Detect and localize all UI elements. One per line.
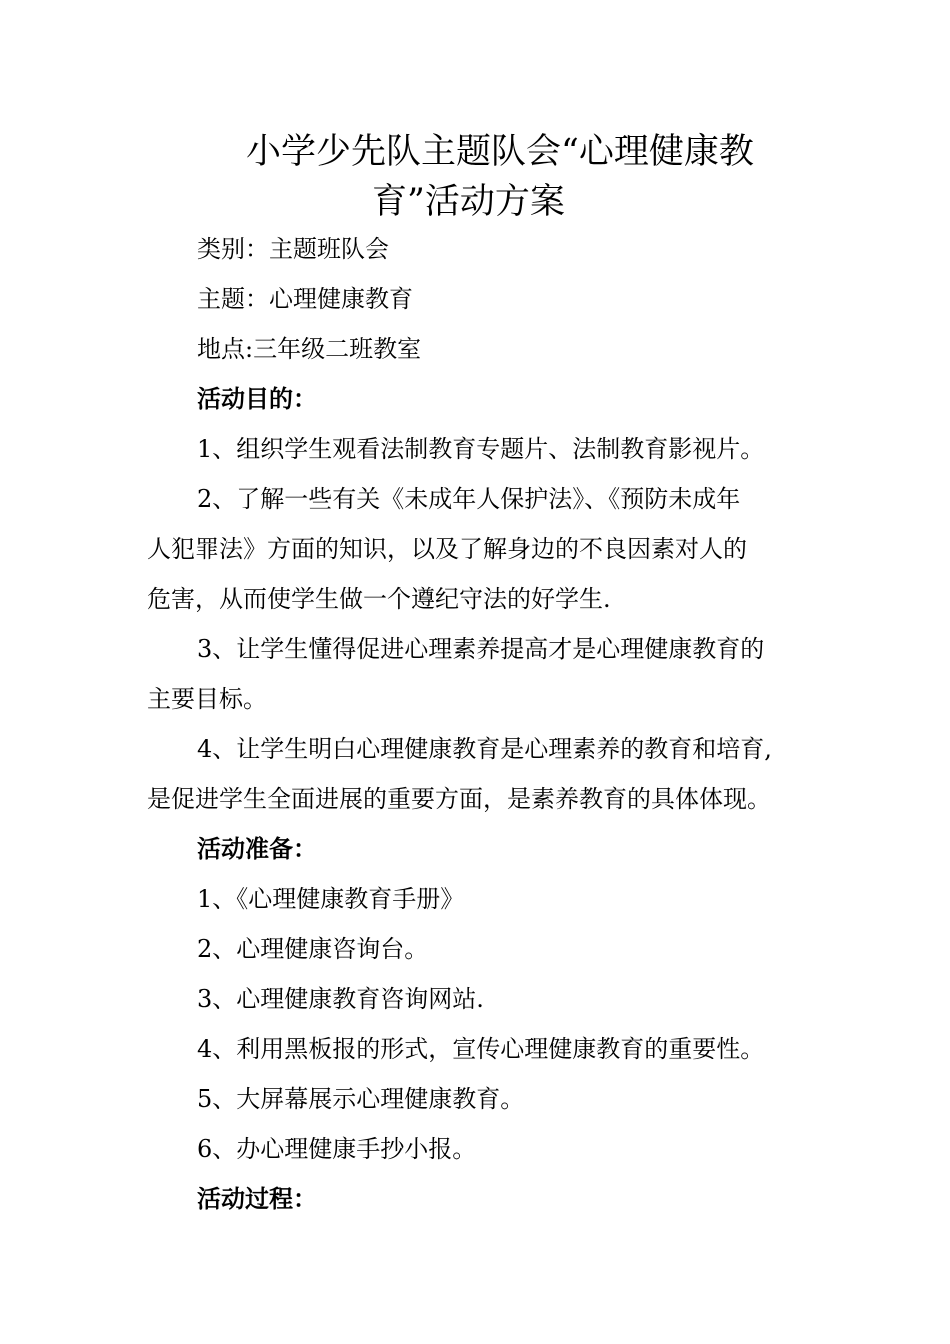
purpose-item-1: 1、组织学生观看法制教育专题片、法制教育影视片。 [197,435,765,463]
preparation-item: 5、大屏幕展示心理健康教育。 [197,1085,525,1113]
preparation-item: 2、心理健康咨询台。 [197,935,429,963]
process-heading: 活动过程： [197,1185,317,1213]
purpose-item-2-line-3: 危害，从而使学生做一个遵纪守法的好学生. [147,585,611,613]
purpose-item-3-line-1: 3、让学生懂得促进心理素养提高才是心理健康教育的 [197,635,765,663]
purpose-item-4-line-1: 4、让学生明白心理健康教育是心理素养的教育和培育, [197,735,772,763]
document-title-line-2: 育”活动方案 [372,182,565,222]
purpose-item-2-line-2: 人犯罪法》方面的知识，以及了解身边的不良因素对人的 [147,535,747,563]
preparation-item: 6、办心理健康手抄小报。 [197,1135,477,1163]
preparation-item: 4、利用黑板报的形式，宣传心理健康教育的重要性。 [197,1035,765,1063]
category-line: 类别：主题班队会 [197,235,389,263]
purpose-item-3-line-2: 主要目标。 [147,685,267,713]
location-line: 地点:三年级二班教室 [197,335,422,363]
document-body [147,224,827,1224]
theme-line: 主题：心理健康教育 [197,285,413,313]
purpose-item-4-line-2: 是促进学生全面进展的重要方面，是素养教育的具体体现。 [147,785,771,813]
preparation-heading: 活动准备： [197,835,317,863]
preparation-item: 1、《心理健康教育手册》 [197,885,465,913]
purpose-heading: 活动目的： [197,385,317,413]
document-title-line-1: 小学少先队主题队会“心理健康教 [246,132,754,172]
preparation-item: 3、心理健康教育咨询网站. [197,985,484,1013]
purpose-item-2-line-1: 2、了解一些有关《未成年人保护法》、《预防未成年 [197,485,741,513]
